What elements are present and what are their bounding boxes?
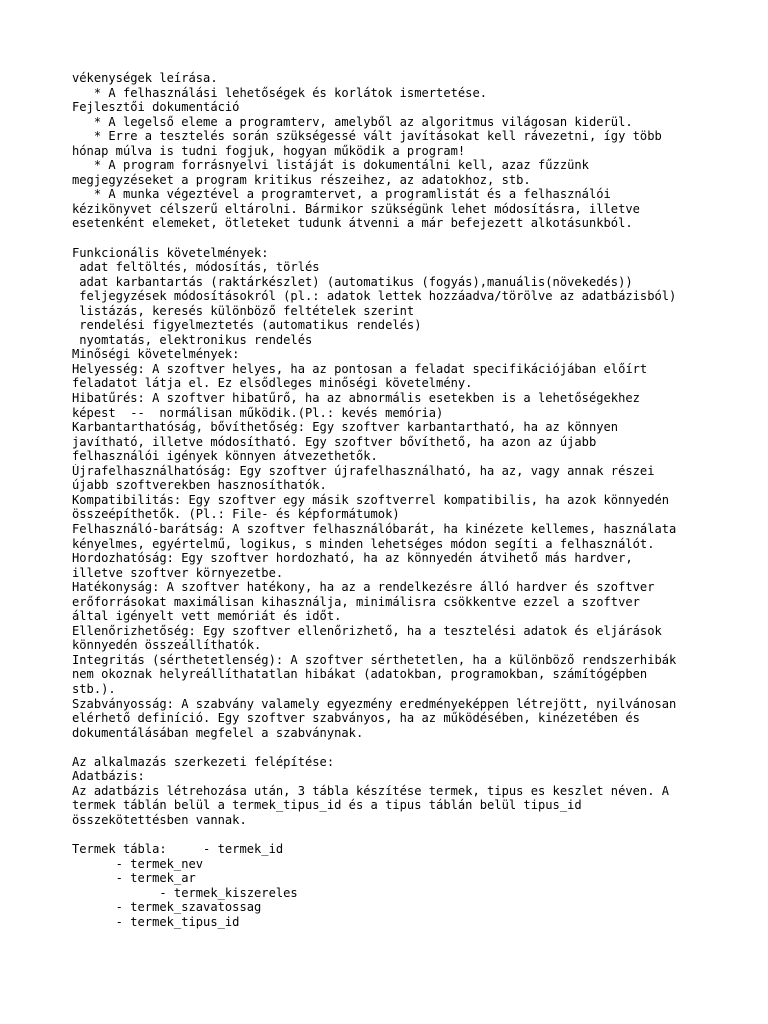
text-line: javítható, illetve módosítható. Egy szoftver bővíthető, ha azon az újabb bbox=[72, 434, 597, 449]
text-line: esetenként elemeket, ötleteket tudunk átvenni a már befejezett alkotásunkból. bbox=[72, 216, 633, 231]
text-line bbox=[72, 827, 762, 842]
text-line: Ellenőrizhetőség: Egy szoftver ellenőrizhető, ha a tesztelési adatok és eljárások bbox=[72, 623, 662, 638]
text-line: stb.). bbox=[72, 681, 116, 696]
text-line: feladatot látja el. Ez elsődleges minőségi követelmény. bbox=[72, 376, 473, 391]
text-line: megjegyzéseket a program kritikus részeihez, az adatokhoz, stb. bbox=[72, 172, 531, 187]
text-line bbox=[72, 231, 762, 246]
text-line: nem okoznak helyreállíthatatlan hibákat (adatokban, programokban, számítógépben bbox=[72, 667, 648, 682]
text-line: képest -- normálisan működik.(Pl.: kevés memória) bbox=[72, 405, 444, 420]
text-line: nyomtatás, elektronikus rendelés bbox=[72, 332, 313, 347]
document-text bbox=[72, 71, 762, 929]
text-line bbox=[72, 740, 762, 755]
text-line: * A munka végeztével a programtervet, a programlistát és a felhasználói bbox=[72, 187, 611, 202]
text-line: Hordozhatóság: Egy szoftver hordozható, ha az könnyedén átvihető más hardver, bbox=[72, 551, 633, 566]
text-line: Hatékonyság: A szoftver hatékony, ha az a rendelkezésre álló hardver és szoftver bbox=[72, 580, 655, 595]
text-line: kényelmes, egyértelmű, logikus, s minden lehetséges módon segíti a felhasználót. bbox=[72, 536, 655, 551]
text-line: rendelési figyelmeztetés (automatikus rendelés) bbox=[72, 318, 422, 333]
text-line: - termek_ar bbox=[72, 871, 196, 886]
text-line: - termek_szavatossag bbox=[72, 900, 262, 915]
text-line: által igényelt vett memóriát és időt. bbox=[72, 609, 342, 624]
text-line: Karbantarthatóság, bővíthetőség: Egy szoftver karbantartható, ha az könnyen bbox=[72, 420, 619, 435]
text-line: feljegyzések módosításokról (pl.: adatok lettek hozzáadva/törölve az adatbázisból) bbox=[72, 289, 677, 304]
text-line: Integritás (sérthetetlenség): A szoftver sérthetetlen, ha a különböző rendszerhibák bbox=[72, 652, 677, 667]
text-line: újabb szoftverekben hasznosíthatók. bbox=[72, 478, 327, 493]
text-line: Fejlesztői dokumentáció bbox=[72, 100, 240, 115]
text-line: Szabványosság: A szabvány valamely egyezmény eredményeképpen létrejött, nyilvánosan bbox=[72, 696, 677, 711]
text-line: Adatbázis: bbox=[72, 769, 145, 784]
text-line: - termek_tipus_id bbox=[72, 914, 240, 929]
text-line: Minőségi követelmények: bbox=[72, 347, 240, 362]
text-line: hónap múlva is tudni fogjuk, hogyan működik a program! bbox=[72, 143, 466, 158]
text-line: kézikönyvet célszerű eltárolni. Bármikor szükségünk lehet módosításra, illetve bbox=[72, 201, 640, 216]
text-line: - termek_kiszereles bbox=[72, 885, 298, 900]
text-line: felhasználói igények könnyen átvezethetők. bbox=[72, 449, 378, 464]
text-line: * A program forrásnyelvi listáját is dokumentálni kell, azaz fűzzünk bbox=[72, 158, 589, 173]
text-line: vékenységek leírása. bbox=[72, 71, 218, 85]
text-line: dokumentálásában megfelel a szabványnak. bbox=[72, 725, 364, 740]
text-line: Helyesség: A szoftver helyes, ha az pontosan a feladat specifikációjában előírt bbox=[72, 361, 648, 376]
text-line: Funkcionális követelmények: bbox=[72, 245, 269, 260]
text-line: Hibatűrés: A szoftver hibatűrő, ha az abnormális esetekben is a lehetőségekhez bbox=[72, 391, 640, 406]
text-line: termek táblán belül a termek_tipus_id és a tipus táblán belül tipus_id bbox=[72, 798, 582, 813]
text-line: erőforrásokat maximálisan kihasználja, minimálisra csökkentve ezzel a szoftver bbox=[72, 594, 640, 609]
text-line: - termek_nev bbox=[72, 856, 204, 871]
text-line: adat karbantartás (raktárkészlet) (automatikus (fogyás),manuális(növekedés)) bbox=[72, 274, 633, 289]
text-line: könnyedén összeállíthatók. bbox=[72, 638, 262, 653]
text-line: Kompatibilitás: Egy szoftver egy másik szoftverrel kompatibilis, ha azok könnyedén bbox=[72, 492, 670, 507]
text-line: Felhasználó-barátság: A szoftver felhasználóbarát, ha kinézete kellemes, használata bbox=[72, 521, 677, 536]
text-line: elérhető definíció. Egy szoftver szabványos, ha az működésében, kinézetében és bbox=[72, 711, 640, 726]
text-line: * A legelső eleme a programterv, amelyből az algoritmus világosan kiderül. bbox=[72, 114, 633, 129]
text-line: összekötettésben vannak. bbox=[72, 812, 247, 827]
text-line: Újrafelhasználhatóság: Egy szoftver újrafelhasználható, ha az, vagy annak részei bbox=[72, 463, 655, 478]
text-line: Az alkalmazás szerkezeti felépítése: bbox=[72, 754, 335, 769]
text-line: összeépíthetők. (Pl.: File- és képformátumok) bbox=[72, 507, 400, 522]
text-line: * A felhasználási lehetőségek és korlátok ismertetése. bbox=[72, 85, 488, 100]
text-line: listázás, keresés különböző feltételek szerint bbox=[72, 303, 415, 318]
text-line: illetve szoftver környezetbe. bbox=[72, 565, 284, 580]
text-line: adat feltöltés, módosítás, törlés bbox=[72, 260, 320, 275]
text-line: Az adatbázis létrehozása után, 3 tábla készítése termek, tipus es keszlet néven. A bbox=[72, 783, 670, 798]
text-line: Termek tábla: - termek_id bbox=[72, 841, 284, 856]
text-line: * Erre a tesztelés során szükségessé vált javításokat kell rávezetni, így több bbox=[72, 129, 662, 144]
